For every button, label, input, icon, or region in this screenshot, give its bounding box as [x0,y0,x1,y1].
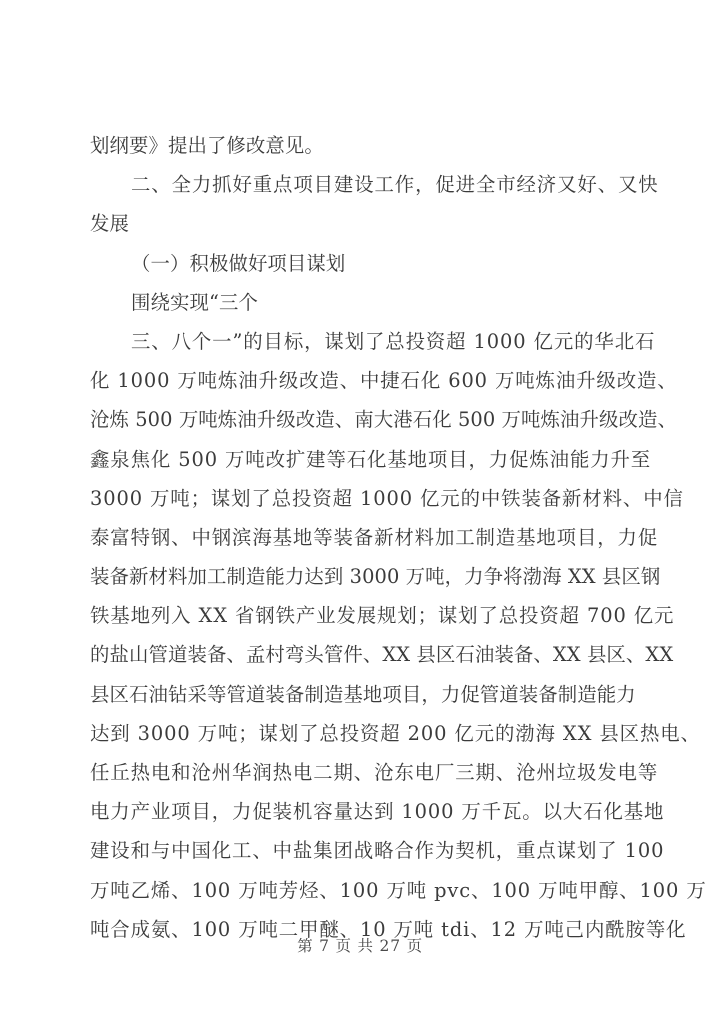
text-line: 电力产业项目，力促装机容量达到 1000 万千瓦。以大石化基地 [90,800,665,824]
page-number-footer: 第 7 页 共 27 页 [297,937,423,955]
text-line: 达到 3000 万吨；谋划了总投资超 200 亿元的渤海 XX 县区热电、 [90,721,701,745]
text-line: 任丘热电和沧州华润热电二期、沧东电厂三期、沧州垃圾发电等 [90,761,659,784]
text-line: 划纲要》提出了修改意见。 [90,134,324,157]
text-line: 鑫泉焦化 500 万吨改扩建等石化基地项目，力促炼油能力升至 [90,447,652,471]
subsection-heading-one: （一）积极做好项目谋划 [131,251,346,275]
text-line: 建设和与中国化工、中盐集团战略合作为契机，重点谋划了 100 [90,839,665,863]
text-line: 的盐山管道装备、孟村弯头管件、XX 县区石油装备、XX 县区、XX [90,643,674,667]
text-line: 吨合成氨、100 万吨二甲醚、10 万吨 tdi、12 万吨己内酰胺等化 [90,917,687,941]
text-line: 沧炼 500 万吨炼油升级改造、南大港石化 500 万吨炼油升级改造、 [90,408,677,432]
section-heading-three: 三、八个一”的目标，谋划了总投资超 1000 亿元的华北石 [131,329,656,353]
text-line: 3000 万吨；谋划了总投资超 1000 亿元的中铁装备新材料、中信 [90,486,684,510]
text-line: 铁基地列入 XX 省钢铁产业发展规划；谋划了总投资超 700 亿元 [90,604,675,628]
section-heading-two: 二、全力抓好重点项目建设工作，促进全市经济又好、又快 [131,173,659,197]
text-line: 装备新材料加工制造能力达到 3000 万吨，力争将渤海 XX 县区钢 [90,565,661,589]
text-line: 县区石油钻采等管道装备制造基地项目，力促管道装备制造能力 [90,682,636,706]
document-text-body [90,126,707,949]
text-line: 化 1000 万吨炼油升级改造、中捷石化 600 万吨炼油升级改造、 [90,369,678,393]
text-line: 发展 [90,212,129,236]
text-line: 万吨乙烯、100 万吨芳烃、100 万吨 pvc、100 万吨甲醇、100 万 [90,878,707,902]
text-line: 泰富特钢、中钢滨海基地等装备新材料加工制造基地项目，力促 [90,525,659,549]
text-line: 围绕实现“三个 [131,290,258,314]
